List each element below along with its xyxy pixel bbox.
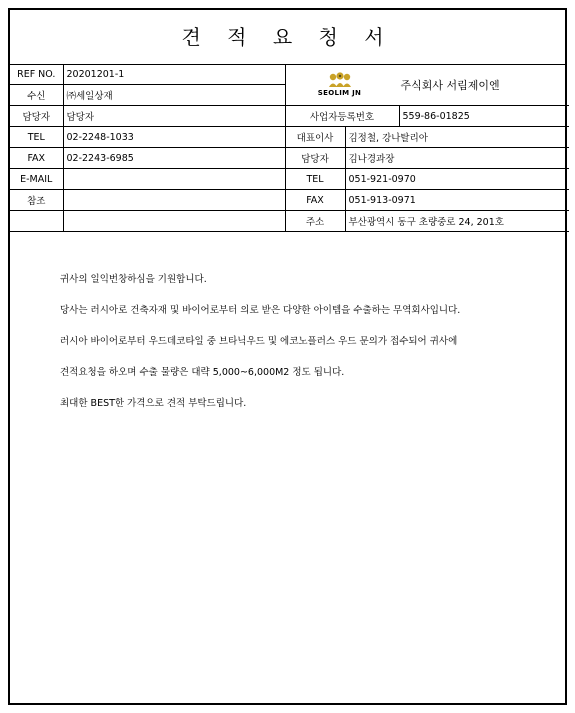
document-title: 견 적 요 청 서 xyxy=(10,10,565,65)
reference-value xyxy=(63,190,285,211)
email-label: E-MAIL xyxy=(10,169,63,190)
address-label: 주소 xyxy=(285,211,345,232)
body-line: 최대한 BEST한 가격으로 견적 부탁드립니다. xyxy=(60,398,247,409)
body-line: 러시아 바이어로부터 우드데코타일 중 브타닉우드 및 에코노플러스 우드 문의가 접수되어 귀사에 xyxy=(60,336,458,347)
sender-fax-label: FAX xyxy=(285,190,345,211)
table-row xyxy=(10,148,569,169)
table-row xyxy=(10,211,569,232)
sender-contact-label: 담당자 xyxy=(285,148,345,169)
table-row xyxy=(10,190,569,211)
address-value: 부산광역시 동구 초량중로 24, 201호 xyxy=(345,211,569,232)
table-row xyxy=(10,169,569,190)
biz-no-label: 사업자등록번호 xyxy=(285,106,399,127)
contact-label: 담당자 xyxy=(10,106,63,127)
ceo-label: 대표이사 xyxy=(285,127,345,148)
ref-no-value: 20201201-1 xyxy=(63,64,285,85)
table-row xyxy=(10,106,569,127)
ref-no-label: REF NO. xyxy=(10,64,63,85)
tel-label: TEL xyxy=(10,127,63,148)
fax-label: FAX xyxy=(10,148,63,169)
sender-fax-value: 051-913-0971 xyxy=(345,190,569,211)
info-table xyxy=(10,64,569,232)
fax-value: 02-2243-6985 xyxy=(63,148,285,169)
sender-header xyxy=(285,64,569,106)
reference-label: 참조 xyxy=(10,190,63,211)
recipient-value: ㈜세일상재 xyxy=(63,85,285,106)
sender-tel-value: 051-921-0970 xyxy=(345,169,569,190)
body-line: 당사는 러시아로 건축자재 및 바이어로부터 의로 받은 다양한 아이템을 수출하는 무역회사입니다. xyxy=(60,305,461,316)
recipient-label: 수신 xyxy=(10,85,63,106)
empty-value xyxy=(63,211,285,232)
quotation-request-sheet xyxy=(8,8,567,705)
sender-tel-label: TEL xyxy=(285,169,345,190)
letter-body xyxy=(60,272,460,427)
company-logo xyxy=(319,72,361,97)
sender-contact-value: 김나경과장 xyxy=(345,148,569,169)
logo-emblem-icon xyxy=(327,72,353,88)
company-name: 주식회사 서림제이엔 xyxy=(400,78,500,92)
biz-no-value: 559-86-01825 xyxy=(399,106,569,127)
contact-value: 담당자 xyxy=(63,106,285,127)
ceo-value: 김정철, 강나탈리아 xyxy=(345,127,569,148)
logo-text: SEOLIM JN xyxy=(317,89,362,97)
table-row xyxy=(10,64,569,85)
empty-label xyxy=(10,211,63,232)
email-value xyxy=(63,169,285,190)
table-row xyxy=(10,127,569,148)
body-line: 견적요청을 하오며 수출 물량은 대략 5,000~6,000M2 정도 됩니다. xyxy=(60,367,345,378)
body-line: 귀사의 일익번창하심을 기원합니다. xyxy=(60,274,207,285)
tel-value: 02-2248-1033 xyxy=(63,127,285,148)
